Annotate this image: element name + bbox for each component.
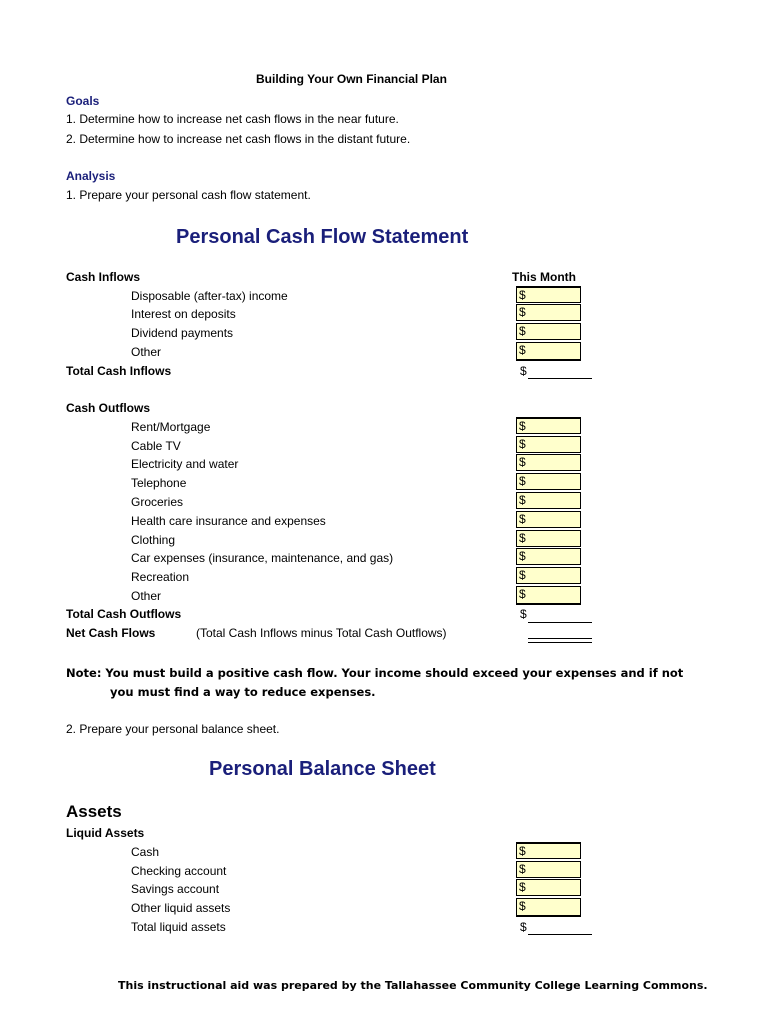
net-cash-flows-double-line: [528, 638, 592, 643]
balance-sheet-title: Personal Balance Sheet: [209, 758, 436, 780]
asset-input-other-liquid[interactable]: $: [516, 898, 581, 917]
outflow-label-clothing: Clothing: [131, 533, 176, 547]
total-liquid-assets-line: [528, 921, 592, 935]
outflow-label-electricity: Electricity and water: [131, 457, 239, 471]
asset-input-cash[interactable]: $: [516, 842, 581, 859]
total-inflows-currency: $: [520, 364, 527, 378]
cash-flow-title: Personal Cash Flow Statement: [176, 226, 469, 248]
outflow-input-telephone[interactable]: $: [516, 473, 581, 490]
total-liquid-assets-currency: $: [520, 920, 527, 934]
outflow-label-rent: Rent/Mortgage: [131, 420, 211, 434]
outflow-input-clothing[interactable]: $: [516, 530, 581, 547]
total-liquid-assets-label: Total liquid assets: [131, 920, 226, 934]
assets-heading: Assets: [66, 802, 122, 821]
inflow-input-income[interactable]: $: [516, 286, 581, 303]
outflow-label-car: Car expenses (insurance, maintenance, and gas): [131, 551, 394, 565]
asset-label-savings: Savings account: [131, 882, 220, 896]
inflow-label-dividends: Dividend payments: [131, 326, 234, 340]
outflow-label-groceries: Groceries: [131, 495, 184, 509]
outflow-input-health[interactable]: $: [516, 511, 581, 528]
analysis-step-2: 2. Prepare your personal balance sheet.: [66, 722, 280, 736]
total-outflows-line: [528, 609, 592, 623]
liquid-assets-heading: Liquid Assets: [66, 826, 145, 840]
total-inflows-line: [528, 365, 592, 379]
cash-inflows-heading: Cash Inflows: [66, 270, 141, 284]
outflow-label-other: Other: [131, 589, 162, 603]
note-line-2: you must find a way to reduce expenses.: [110, 685, 376, 699]
net-cash-flows-description: (Total Cash Inflows minus Total Cash Outflows): [196, 626, 447, 640]
inflow-label-income: Disposable (after-tax) income: [131, 289, 288, 303]
total-outflows-currency: $: [520, 607, 527, 621]
inflow-input-other[interactable]: $: [516, 342, 581, 361]
outflow-input-groceries[interactable]: $: [516, 492, 581, 509]
goal-item-2: 2. Determine how to increase net cash flows in the distant future.: [66, 132, 411, 146]
outflow-label-health: Health care insurance and expenses: [131, 514, 326, 528]
inflow-label-other: Other: [131, 345, 162, 359]
document-title: Building Your Own Financial Plan: [256, 72, 447, 86]
this-month-header: This Month: [512, 270, 576, 284]
asset-input-savings[interactable]: $: [516, 879, 581, 896]
footer-credit: This instructional aid was prepared by the Tallahassee Community College Learning Commons.: [118, 979, 708, 992]
asset-label-checking: Checking account: [131, 864, 227, 878]
asset-input-checking[interactable]: $: [516, 861, 581, 878]
total-outflows-label: Total Cash Outflows: [66, 607, 182, 621]
total-inflows-label: Total Cash Inflows: [66, 364, 172, 378]
outflow-input-electricity[interactable]: $: [516, 454, 581, 471]
outflow-label-telephone: Telephone: [131, 476, 187, 490]
outflow-input-cable[interactable]: $: [516, 436, 581, 453]
analysis-heading: Analysis: [66, 169, 116, 183]
outflow-input-rent[interactable]: $: [516, 417, 581, 434]
inflow-input-interest[interactable]: $: [516, 304, 581, 321]
goal-item-1: 1. Determine how to increase net cash flows in the near future.: [66, 112, 399, 126]
cash-outflows-heading: Cash Outflows: [66, 401, 151, 415]
asset-label-cash: Cash: [131, 845, 160, 859]
outflow-label-recreation: Recreation: [131, 570, 190, 584]
analysis-step-1: 1. Prepare your personal cash flow statement.: [66, 188, 311, 202]
inflow-label-interest: Interest on deposits: [131, 307, 236, 321]
net-cash-flows-label: Net Cash Flows: [66, 626, 156, 640]
asset-label-other-liquid: Other liquid assets: [131, 901, 231, 915]
outflow-input-other[interactable]: $: [516, 586, 581, 605]
goals-heading: Goals: [66, 94, 100, 108]
outflow-input-recreation[interactable]: $: [516, 567, 581, 584]
note-line-1: Note: You must build a positive cash flow. Your income should exceed your expenses and if not: [66, 666, 684, 680]
outflow-input-car[interactable]: $: [516, 548, 581, 565]
outflow-label-cable: Cable TV: [131, 439, 181, 453]
inflow-input-dividends[interactable]: $: [516, 323, 581, 340]
